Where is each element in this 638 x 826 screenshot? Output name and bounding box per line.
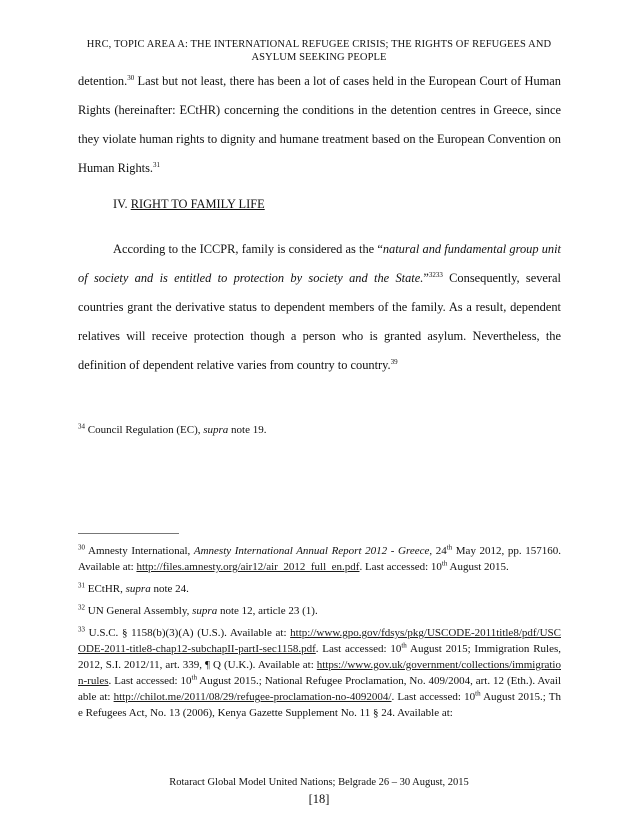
section-heading bbox=[113, 196, 265, 212]
iccpr-quote: natural and fundamental group unit of society and is entitled to protection by society and the State. bbox=[78, 242, 561, 285]
footnote-ref-3233[interactable]: 3233 bbox=[428, 270, 443, 279]
footnotes bbox=[78, 543, 561, 727]
note-34: $^{34}$ Council Regulation (EC), supra note 19. bbox=[78, 422, 267, 436]
paragraph-detention: detention.$^{30}$ Last but not least, there has been a lot of cases held in the European Court of Human Rights (hereinafter: ECtHR) concerning the conditions in the detention centres in Greece, since they violate human rights to dignity and humane treatment based on the European Convention on Human Rights.$^{31}$ bbox=[78, 73, 561, 175]
page-number: [18] bbox=[308, 792, 330, 806]
uscode-link[interactable]: http://www.gpo.gov/fdsys/pkg/USCODE-2011title8/pdf/USCODE-2011-title8-chap12-subchapII-partI-sec1158.pdf bbox=[78, 627, 561, 655]
footnote-ref-30[interactable]: 30 bbox=[127, 73, 135, 82]
header-line-1: HRC, TOPIC AREA A: THE INTERNATIONAL REFUGEE CRISIS; THE RIGHTS OF REFUGEES AND bbox=[86, 39, 552, 50]
section-number: IV. bbox=[113, 197, 128, 211]
page-footer: Rotaract Global Model United Nations; Belgrade 26 – 30 August, 2015 bbox=[169, 777, 469, 788]
page-header bbox=[70, 38, 568, 64]
footnote-30: $^{30}$ Amnesty International, Amnesty International Annual Report 2012 - Greece, 24th May 2012, pp. 157160. Available at: http://files.amnesty.org/air12/air_2012_full_en.pdf. Last accessed: 10th August 2015. bbox=[78, 543, 562, 573]
amnesty-report-link[interactable]: http://files.amnesty.org/air12/air_2012_full_en.pdf bbox=[136, 561, 360, 573]
paragraph-family-life: According to the ICCPR, family is considered as the “natural and fundamental group unit of society and is entitled to protection by society and the State.”$^{3233}$ Consequently, several countries grant the derivative status to dependent members of the family. As a result, dependent relatives will receive protection though a person who is granted asylum. Nevertheless, the definition of dependent relative varies from country to country.$^{39}$ bbox=[78, 242, 561, 372]
chilot-link[interactable]: http://chilot.me/2011/08/29/refugee-proclamation-no-4092004/ bbox=[113, 691, 392, 703]
section-title: RIGHT TO FAMILY LIFE bbox=[130, 197, 265, 211]
footnote-separator bbox=[78, 533, 179, 534]
footnote-32: $^{32}$ UN General Assembly, supra note 12, article 23 (1). bbox=[78, 603, 318, 617]
uk-immigration-rules-link[interactable]: https://www.gov.uk/government/collections/immigration-rules bbox=[78, 659, 561, 687]
footnote-ref-31[interactable]: 31 bbox=[153, 160, 161, 169]
footnote-31: $^{31}$ ECtHR, supra note 24. bbox=[78, 581, 189, 595]
footnote-33: $^{33}$ U.S.C. § 1158(b)(3)(A) (U.S.). Available at: http://www.gpo.gov/fdsys/pkg/USCODE-2011title8/pdf/USCODE-2011-title8-chap12-subchapII-partI-sec1158.pdf. Last accessed: 10th August 2015; Immigration Rules, 2012, S.I. 2012/11, art. 339, ¶ Q (U.K.). Available at: https://www.gov.uk/government/collections/immigration-rules. Last accessed: 10th August 2015.; National Refugee Proclamation, No. 409/2004, art. 12 (Eth.). Available at: http://chilot.me/2011/08/29/refugee-proclamation-no-4092004/. Last accessed: 10th August 2015.; The Refugees Act, No. 13 (2006), Kenya Gazette Supplement No. 11 § 24. Available at: bbox=[78, 625, 562, 719]
header-line-2: ASYLUM SEEKING PEOPLE bbox=[251, 52, 387, 63]
footnote-ref-39[interactable]: 39 bbox=[390, 357, 398, 366]
